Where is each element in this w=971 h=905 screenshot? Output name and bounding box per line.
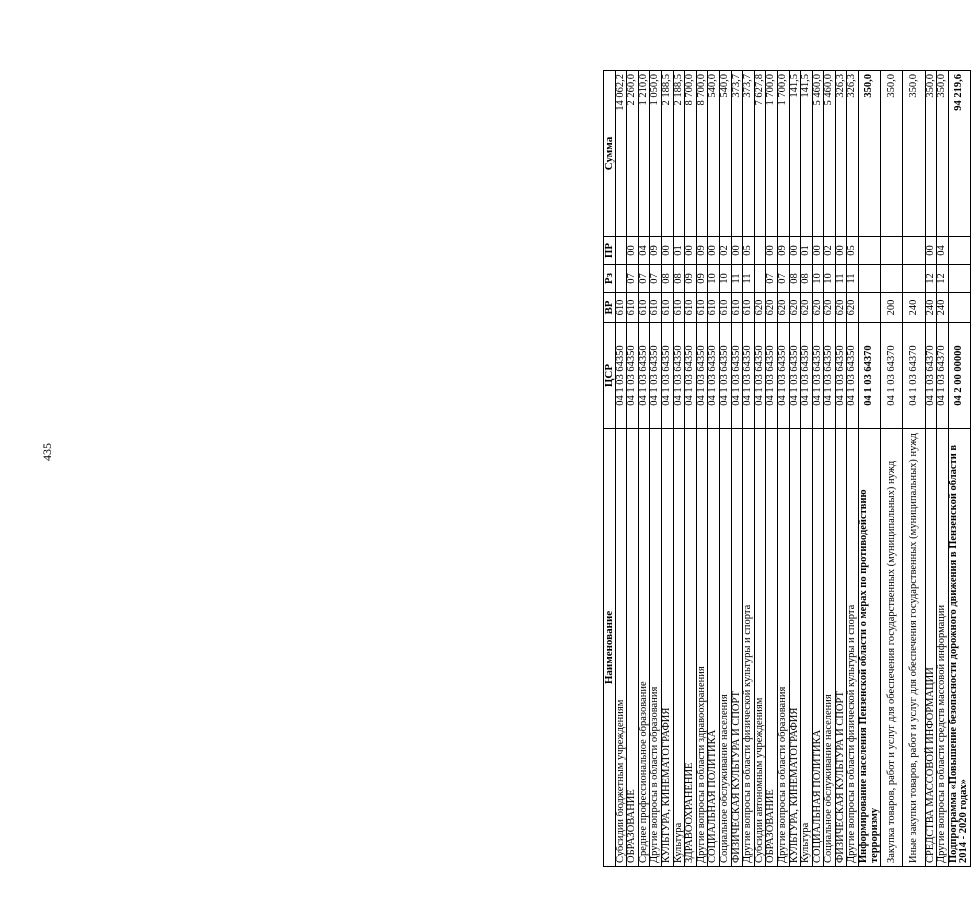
cell-sum: 14 062,2	[615, 71, 627, 237]
cell-sum: 350,0	[859, 71, 881, 237]
cell-pr	[615, 237, 627, 265]
cell-vr: 610	[615, 293, 627, 323]
cell-csr: 04 1 03 64350	[650, 323, 662, 429]
cell-sum: 540,0	[719, 71, 731, 237]
cell-rz: 10	[708, 265, 720, 293]
cell-pr: 00	[627, 237, 639, 265]
cell-pr	[754, 237, 766, 265]
table-row	[743, 71, 755, 867]
cell-csr: 04 1 03 64350	[743, 323, 755, 429]
cell-rz: 10	[824, 265, 836, 293]
table-row	[859, 71, 881, 867]
cell-name: Субсидии бюджетным учреждениям	[615, 429, 627, 867]
cell-vr: 200	[881, 293, 903, 323]
table-row	[766, 71, 778, 867]
cell-sum: 8 700,0	[685, 71, 697, 237]
cell-name: Культура	[801, 429, 813, 867]
cell-csr: 04 1 03 64350	[673, 323, 685, 429]
cell-csr: 04 1 03 64350	[824, 323, 836, 429]
cell-name: ОБРАЗОВАНИЕ	[766, 429, 778, 867]
header-name: Наименование	[604, 429, 616, 867]
cell-csr: 04 1 03 64370	[937, 323, 949, 429]
page-number: 435	[40, 443, 54, 461]
cell-rz: 07	[627, 265, 639, 293]
cell-pr: 05	[847, 237, 859, 265]
table-row	[696, 71, 708, 867]
table-row	[615, 71, 627, 867]
cell-pr: 01	[801, 237, 813, 265]
cell-sum: 326,3	[847, 71, 859, 237]
table-row	[685, 71, 697, 867]
cell-pr: 00	[925, 237, 937, 265]
cell-vr: 620	[766, 293, 778, 323]
cell-pr: 00	[766, 237, 778, 265]
cell-pr: 00	[708, 237, 720, 265]
cell-vr: 610	[696, 293, 708, 323]
cell-rz	[754, 265, 766, 293]
cell-vr: 620	[789, 293, 801, 323]
header-rz: Рз	[604, 265, 616, 293]
cell-vr: 240	[903, 293, 925, 323]
cell-pr: 04	[638, 237, 650, 265]
cell-csr: 04 1 03 64350	[801, 323, 813, 429]
cell-pr: 00	[661, 237, 673, 265]
table-row	[754, 71, 766, 867]
cell-pr: 04	[937, 237, 949, 265]
table-row	[801, 71, 813, 867]
cell-sum: 373,7	[731, 71, 743, 237]
cell-vr: 610	[743, 293, 755, 323]
cell-vr: 240	[937, 293, 949, 323]
cell-vr: 610	[673, 293, 685, 323]
cell-name: ОБРАЗОВАНИЕ	[627, 429, 639, 867]
cell-name: ФИЗИЧЕСКАЯ КУЛЬТУРА И СПОРТ	[731, 429, 743, 867]
table-row	[627, 71, 639, 867]
cell-pr: 05	[743, 237, 755, 265]
cell-name: СОЦИАЛЬНАЯ ПОЛИТИКА	[812, 429, 824, 867]
cell-name: Информирование населения Пензенской области о мерах по противодействию терроризму	[859, 429, 881, 867]
cell-name: Другие вопросы в области физической культуры и спорта	[847, 429, 859, 867]
cell-pr: 00	[812, 237, 824, 265]
cell-pr	[948, 237, 970, 265]
cell-rz: 11	[847, 265, 859, 293]
cell-csr: 04 1 03 64370	[881, 323, 903, 429]
cell-pr: 02	[824, 237, 836, 265]
cell-name: Субсидии автономным учреждениям	[754, 429, 766, 867]
cell-rz: 07	[638, 265, 650, 293]
table-row	[650, 71, 662, 867]
header-vr: ВР	[604, 293, 616, 323]
table-row	[708, 71, 720, 867]
cell-vr: 620	[801, 293, 813, 323]
cell-rz: 12	[925, 265, 937, 293]
table-row	[847, 71, 859, 867]
cell-csr: 04 1 03 64350	[627, 323, 639, 429]
cell-name: Подпрограмма «Повышение безопасности дорожного движения в Пензенской области в 2014 - 2020 годах»	[948, 429, 970, 867]
cell-sum: 5 460,0	[812, 71, 824, 237]
cell-sum: 350,0	[937, 71, 949, 237]
cell-sum: 94 219,6	[948, 71, 970, 237]
cell-sum: 350,0	[881, 71, 903, 237]
cell-csr: 04 1 03 64350	[638, 323, 650, 429]
table-body	[615, 71, 970, 867]
cell-csr: 04 1 03 64350	[777, 323, 789, 429]
cell-name: КУЛЬТУРА, КИНЕМАТОГРАФИЯ	[789, 429, 801, 867]
cell-pr	[859, 237, 881, 265]
cell-csr: 04 1 03 64350	[835, 323, 847, 429]
cell-name: Другие вопросы в области физической культуры и спорта	[743, 429, 755, 867]
cell-csr: 04 1 03 64350	[685, 323, 697, 429]
cell-pr: 00	[835, 237, 847, 265]
table-row	[812, 71, 824, 867]
cell-vr: 620	[835, 293, 847, 323]
cell-csr: 04 2 00 00000	[948, 323, 970, 429]
cell-pr: 00	[789, 237, 801, 265]
cell-name: Другие вопросы в области средств массовой информации	[937, 429, 949, 867]
cell-pr: 09	[777, 237, 789, 265]
cell-csr: 04 1 03 64370	[859, 323, 881, 429]
cell-sum: 373,7	[743, 71, 755, 237]
cell-rz: 11	[731, 265, 743, 293]
cell-sum: 7 627,8	[754, 71, 766, 237]
cell-name: Социальное обслуживание населения	[719, 429, 731, 867]
cell-sum: 141,5	[801, 71, 813, 237]
cell-name: ЗДРАВООХРАНЕНИЕ	[685, 429, 697, 867]
cell-rz: 08	[673, 265, 685, 293]
table-row	[835, 71, 847, 867]
cell-sum: 1 700,0	[777, 71, 789, 237]
rotated-page	[603, 71, 971, 867]
header-pr: ПР	[604, 237, 616, 265]
cell-name: Закупка товаров, работ и услуг для обеспечения государственных (муниципальных) нужд	[881, 429, 903, 867]
cell-name: Иные закупки товаров, работ и услуг для обеспечения государственных (муниципальных) нужд	[903, 429, 925, 867]
cell-name: КУЛЬТУРА, КИНЕМАТОГРАФИЯ	[661, 429, 673, 867]
cell-rz: 10	[719, 265, 731, 293]
cell-rz: 07	[766, 265, 778, 293]
cell-sum: 2 188,5	[673, 71, 685, 237]
cell-vr: 610	[650, 293, 662, 323]
table-row	[719, 71, 731, 867]
cell-csr: 04 1 03 64370	[903, 323, 925, 429]
cell-csr: 04 1 03 64350	[719, 323, 731, 429]
cell-csr: 04 1 03 64350	[731, 323, 743, 429]
cell-sum: 2 260,0	[627, 71, 639, 237]
cell-name: Социальное обслуживание населения	[824, 429, 836, 867]
cell-name: СОЦИАЛЬНАЯ ПОЛИТИКА	[708, 429, 720, 867]
cell-csr: 04 1 03 64350	[661, 323, 673, 429]
cell-sum: 350,0	[903, 71, 925, 237]
cell-rz: 07	[650, 265, 662, 293]
cell-csr: 04 1 03 64350	[847, 323, 859, 429]
cell-vr	[859, 293, 881, 323]
table-row	[789, 71, 801, 867]
cell-rz: 10	[812, 265, 824, 293]
table-row	[673, 71, 685, 867]
cell-csr: 04 1 03 64350	[615, 323, 627, 429]
cell-rz: 12	[937, 265, 949, 293]
cell-sum: 1 050,0	[650, 71, 662, 237]
cell-name: Культура	[673, 429, 685, 867]
cell-csr: 04 1 03 64350	[766, 323, 778, 429]
cell-vr: 620	[754, 293, 766, 323]
table-row	[824, 71, 836, 867]
cell-vr: 610	[638, 293, 650, 323]
cell-rz: 11	[743, 265, 755, 293]
cell-vr: 610	[719, 293, 731, 323]
cell-sum: 2 188,5	[661, 71, 673, 237]
cell-sum: 141,5	[789, 71, 801, 237]
cell-csr: 04 1 03 64370	[925, 323, 937, 429]
cell-pr: 00	[685, 237, 697, 265]
cell-rz	[903, 265, 925, 293]
header-csr: ЦСР	[604, 323, 616, 429]
table-row	[937, 71, 949, 867]
cell-rz	[881, 265, 903, 293]
cell-vr: 620	[824, 293, 836, 323]
cell-sum: 5 460,0	[824, 71, 836, 237]
header-sum: Сумма	[604, 71, 616, 237]
table-header-row	[604, 71, 616, 867]
cell-rz: 08	[801, 265, 813, 293]
cell-vr: 240	[925, 293, 937, 323]
cell-rz: 09	[685, 265, 697, 293]
table-row	[948, 71, 970, 867]
cell-csr: 04 1 03 64350	[696, 323, 708, 429]
cell-sum: 540,0	[708, 71, 720, 237]
cell-pr	[881, 237, 903, 265]
table-row	[881, 71, 903, 867]
cell-vr: 620	[847, 293, 859, 323]
cell-name: ФИЗИЧЕСКАЯ КУЛЬТУРА И СПОРТ	[835, 429, 847, 867]
cell-csr: 04 1 03 64350	[708, 323, 720, 429]
cell-rz: 07	[777, 265, 789, 293]
cell-vr: 610	[685, 293, 697, 323]
table-row	[661, 71, 673, 867]
cell-csr: 04 1 03 64350	[812, 323, 824, 429]
cell-rz: 09	[696, 265, 708, 293]
table-row	[777, 71, 789, 867]
cell-pr: 09	[696, 237, 708, 265]
cell-rz: 08	[789, 265, 801, 293]
cell-sum: 1 700,0	[766, 71, 778, 237]
table-row	[731, 71, 743, 867]
cell-name: СРЕДСТВА МАССОВОЙ ИНФОРМАЦИИ	[925, 429, 937, 867]
cell-name: Другие вопросы в области образования	[650, 429, 662, 867]
table-row	[925, 71, 937, 867]
cell-vr	[948, 293, 970, 323]
cell-sum: 8 700,0	[696, 71, 708, 237]
cell-vr: 610	[661, 293, 673, 323]
cell-rz: 11	[835, 265, 847, 293]
cell-rz: 08	[661, 265, 673, 293]
table-row	[903, 71, 925, 867]
budget-table	[603, 70, 971, 867]
cell-vr: 610	[627, 293, 639, 323]
cell-csr: 04 1 03 64350	[789, 323, 801, 429]
cell-vr: 610	[708, 293, 720, 323]
cell-rz	[615, 265, 627, 293]
cell-pr: 01	[673, 237, 685, 265]
cell-rz	[859, 265, 881, 293]
cell-csr: 04 1 03 64350	[754, 323, 766, 429]
cell-pr: 00	[731, 237, 743, 265]
cell-pr	[903, 237, 925, 265]
cell-name: Среднее профессиональное образование	[638, 429, 650, 867]
cell-vr: 620	[812, 293, 824, 323]
cell-vr: 620	[777, 293, 789, 323]
cell-pr: 02	[719, 237, 731, 265]
cell-vr: 610	[731, 293, 743, 323]
cell-sum: 350,0	[925, 71, 937, 237]
cell-sum: 326,3	[835, 71, 847, 237]
cell-name: Другие вопросы в области образования	[777, 429, 789, 867]
cell-pr: 09	[650, 237, 662, 265]
table-row	[638, 71, 650, 867]
cell-rz	[948, 265, 970, 293]
cell-sum: 1 210,0	[638, 71, 650, 237]
cell-name: Другие вопросы в области здравоохранения	[696, 429, 708, 867]
